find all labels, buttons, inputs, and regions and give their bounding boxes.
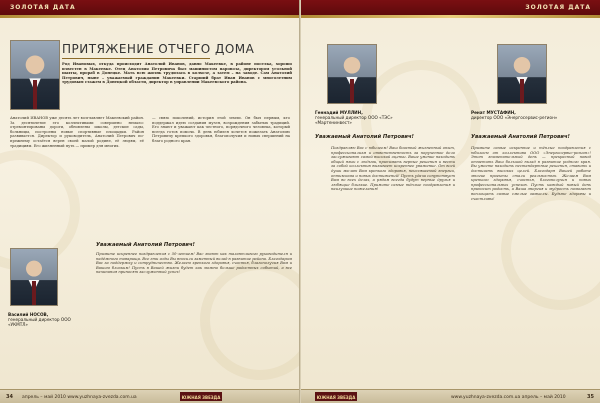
quote2-text: Примите самые искренние и тёплые поздравления с юбилеем от коллектива ООО «Энергосервис-регион»! Этот знаменательный день — прекрасный повод отметить Ваш большой вклад в развитие родного края. Вы умеете находить нестандартные решения, ставить и достигать высоких целей. Благодаря Вашей работе многие проекты стали реальностью. Желаем Вам крепкого здоровья, счастья, благополучия и новых профессиональных успехов. Пусть каждый новый день приносит радость, а Ваша энергия и мудрость помогают воплощать самые смелые замыслы. Будьте здоровы и счастливы! [471,146,591,201]
quote2-heading: Уважаемый Анатолий Петрович! [471,134,570,140]
page-number: 34 [6,394,13,400]
quote-heading: Уважаемый Анатолий Петрович! [96,242,195,248]
quote1-heading: Уважаемый Анатолий Петрович! [315,134,414,140]
footer-info: www.yuzhnaya-zvezda.com.ua апрель – май 2010 [451,394,566,400]
gold-rule [301,15,600,18]
intro-paragraph: Род Ивановых, откуда происходит Анатолий Иванов, давно Макеевке, в районе поселка, хорошо известен в Макеевке. Отец Анатолия Петровича был машинистом паровоза, директором угольной шахты, прораб в Донецке. Мать всю жизнь трудилась в колхозе, а затем – на заводе. Сам Анатолий Петрович, ныне – уважаемый гражданин Макеевки. Старший брат Иван Иванов с многолетним трудовым стажем в Донецкой области, директор в управлении Макеевского района. [62,62,292,85]
person1-name: Геннадий МУЛЛИН, [315,110,363,115]
person2-name-block [471,110,581,120]
quote-text: Примите искреннее поздравления с 50-летием! Вас знают как талантливого руководителя и надёжного товарища. Все эти годы Вы вносили заметный вклад в развитие района. Благодарим Вас за поддержку и сотрудничество. Желаем крепкого здоровья, счастья, благополучия Вам и Вашим близким! Пусть в Вашей жизни будет как можно больше радостных событий, а все начинания приносят заслуженный успех! [96,252,292,275]
decor-swirl [501,190,600,310]
signer-photo [10,248,58,306]
title-underline [62,58,210,59]
page-footer [0,389,299,403]
body-column-left: Анатолий ИВАНОВ уже десять лет возглавляет Макеевский район. За десятилетие его коллективами совершено немало: отремонтированы дороги, обновлены школы, детские сады, больницы, построены новые спортивные площадки. Район развивается. Директор и руководитель, Анатолий Петрович по-прежнему остаётся верен своей малой родине, её людям, её традициям. Его жизненный путь — пример для многих. [10,116,144,148]
decor-swirl [200,260,300,380]
signer-position: генеральный директор ООО «УКМТЛ» [8,317,71,328]
section-header: ЗОЛОТАЯ ДАТА [301,0,600,15]
portrait-photo [10,40,60,110]
section-header: ЗОЛОТАЯ ДАТА [0,0,300,15]
person2-position: директор ООО «Энергосервис-регион» [471,115,558,121]
gold-rule [0,15,299,18]
person1-position: генеральный директор ООО «ТЭС» «Мартенинвест» [315,115,393,126]
footer-info: апрель – май 2010 www.yuzhnaya-zvezda.com.ua [22,394,137,400]
magazine-logo: ЮЖНАЯ ЗВЕЗДА [315,392,357,401]
article-title: ПРИТЯЖЕНИЕ ОТЧЕГО ДОМА [62,42,255,56]
magazine-logo: ЮЖНАЯ ЗВЕЗДА [180,392,222,401]
right-page [300,0,600,403]
body-column-right: — связь поколений, история этой земли. Он был первым, кто поддержал идею создания музея, возрождения забытых традиций. Его знают и уважают как честного, порядочного человека, который всегда готов помочь. В день юбилея хочется пожелать Анатолию Петровичу крепкого здоровья, благополучия и новых свершений на благо родного края. [152,116,290,143]
person2-photo [497,44,547,104]
signer-name: Василий НОСОВ, [8,312,49,317]
signer-name-block [8,312,88,328]
quote1-text: Поздравляю Вас с юбилеем! Ваш богатый жизненный опыт, профессионализм и ответственность за порученное дело заслуживают самой высокой оценки. Ваше умение находить общий язык с людьми, принимать верные решения и вести за собой коллектив вызывает искреннее уважение. От всей души желаю Вам крепкого здоровья, неиссякаемой энергии, оптимизма и новых достижений! Пусть удача сопутствует Вам во всех делах, а рядом всегда будут верные друзья и любящие близкие. Примите самые тёплые поздравления и наилучшие пожелания! [331,146,455,192]
person1-name-block [315,110,425,126]
person1-photo [327,44,377,104]
page-number: 35 [587,394,594,400]
person2-name: Ренат МУСТАФИН, [471,110,516,115]
page-footer [301,389,600,403]
